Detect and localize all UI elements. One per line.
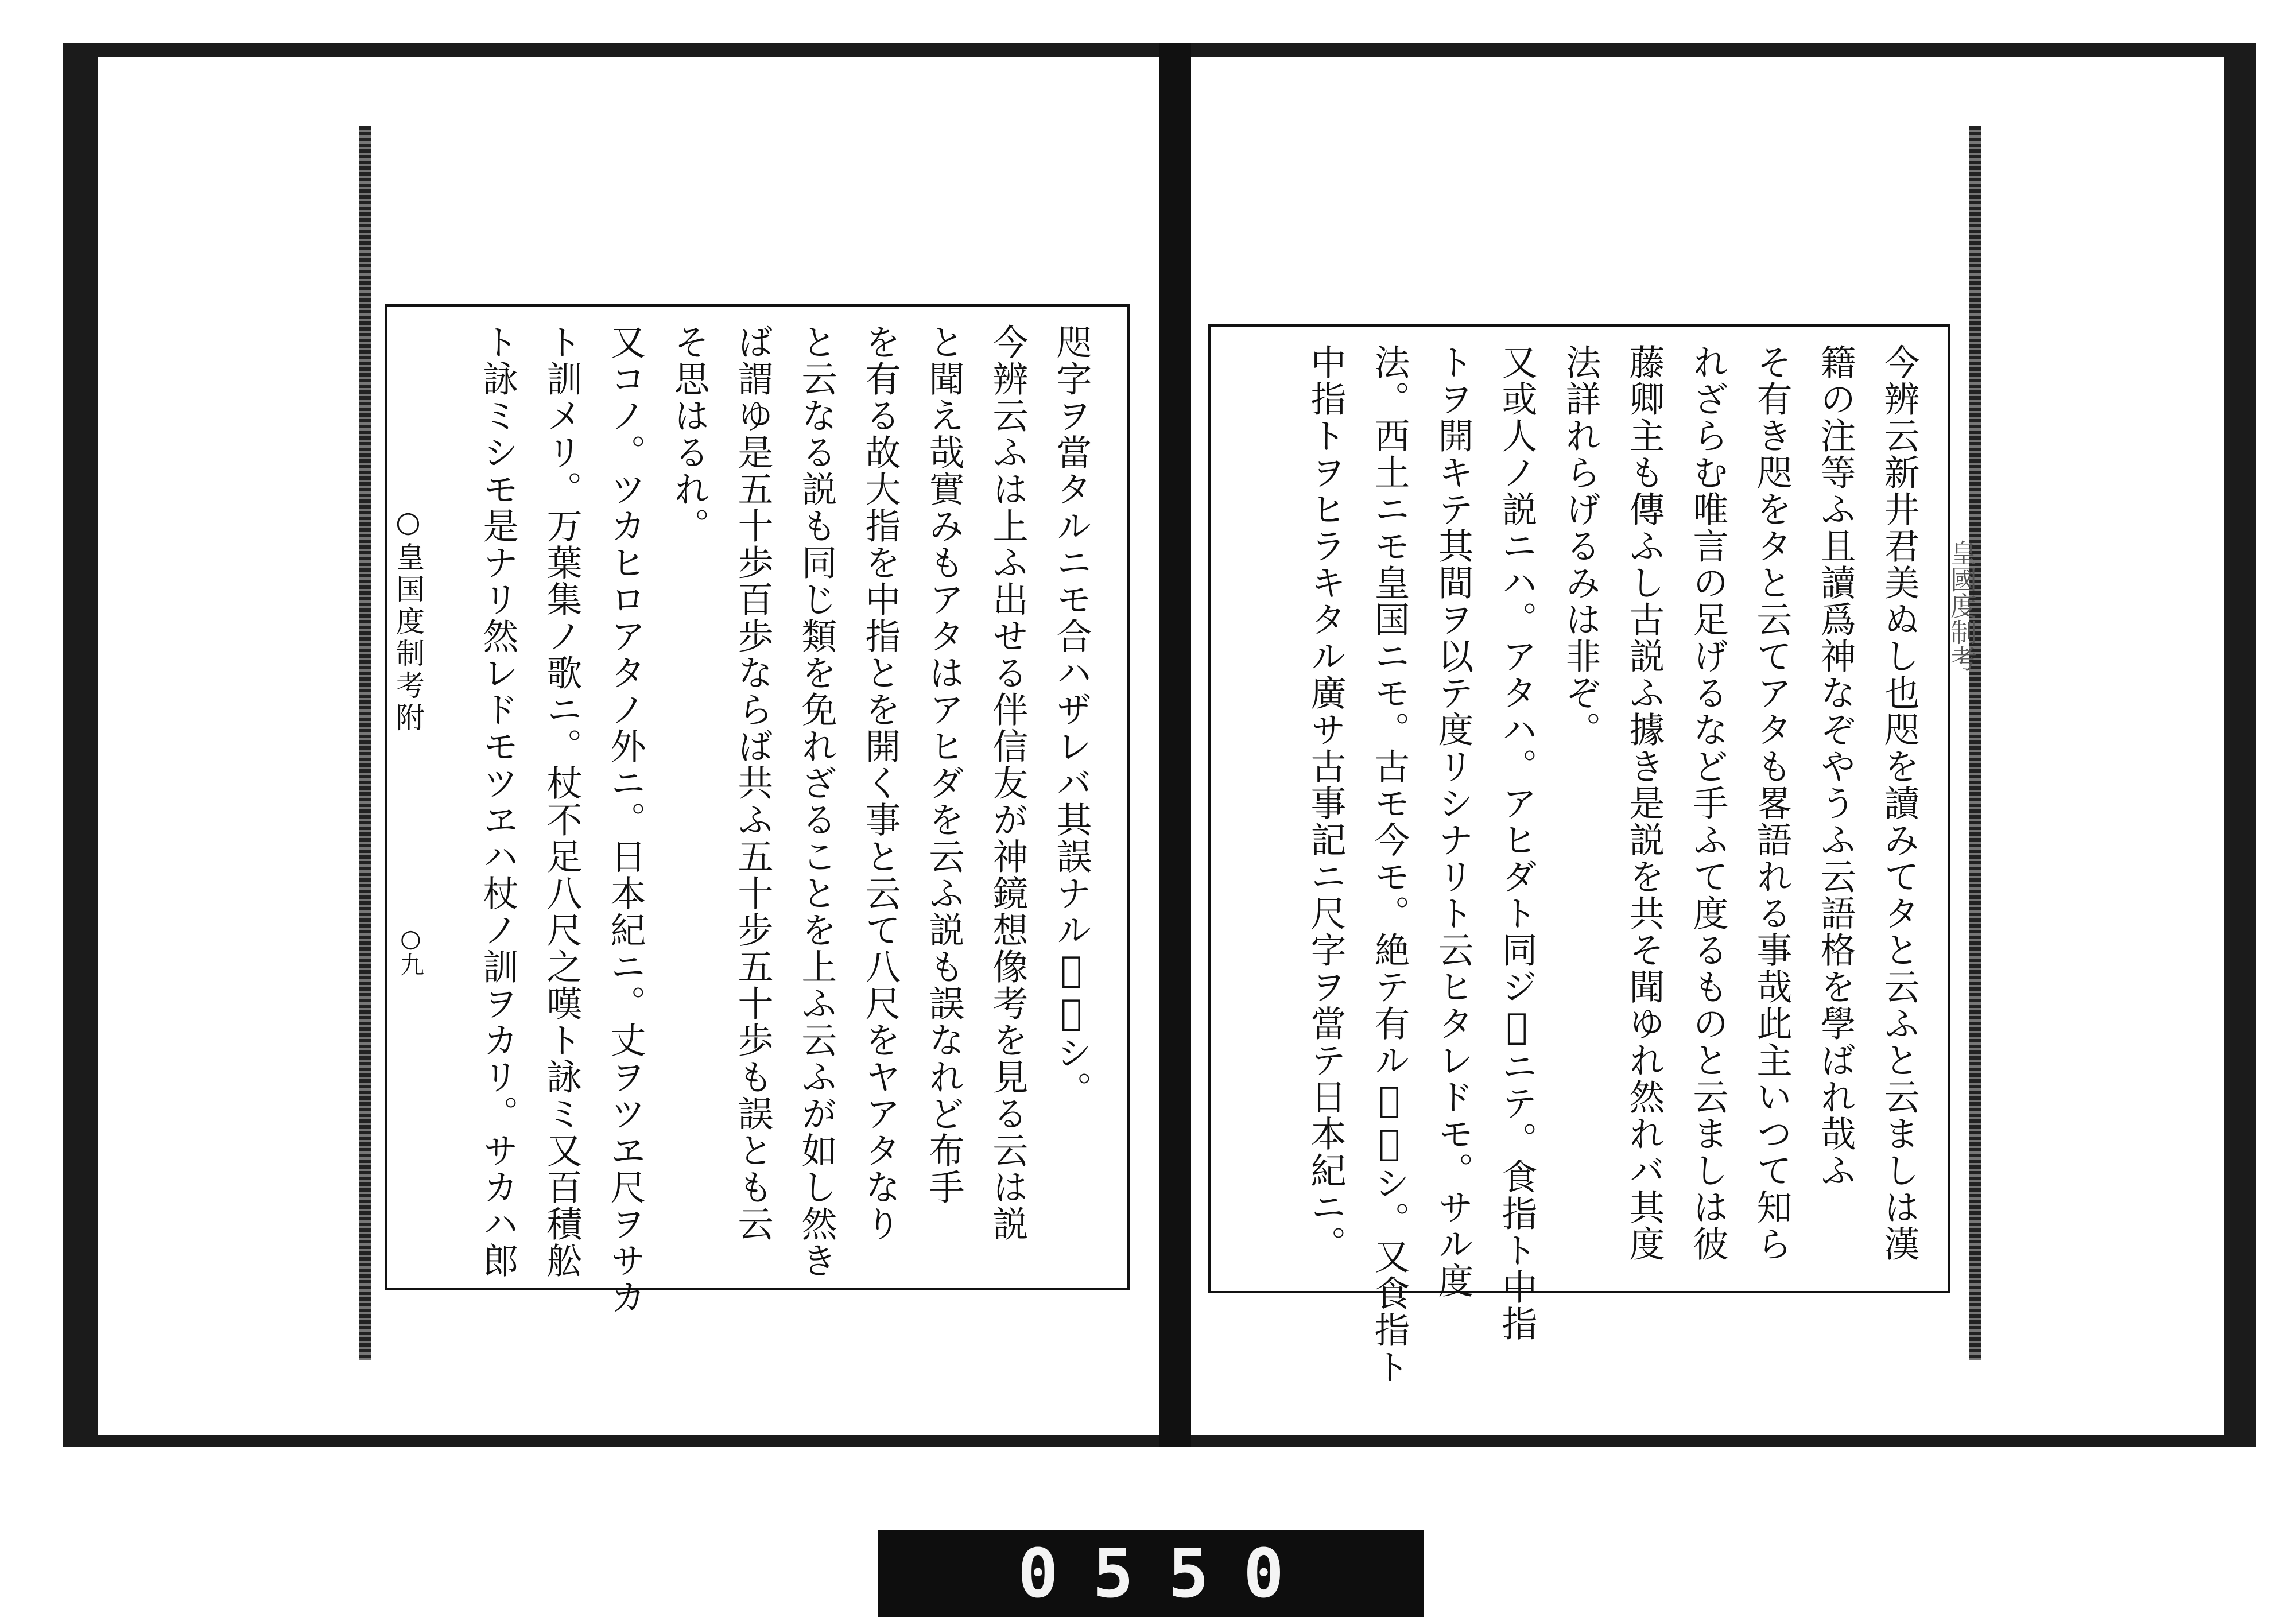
- frame-number: 0550: [1017, 1534, 1319, 1613]
- book-title-margin: ○皇国度制考附: [391, 505, 425, 735]
- running-head: 皇國度制考: [1946, 540, 1977, 672]
- left-page-edge: [359, 126, 371, 1360]
- left-text-columns: [404, 324, 1110, 1316]
- right-page-edge: [1969, 126, 1981, 1360]
- right-text-frame: [1208, 324, 1950, 1385]
- text-column: ト訓メリ。万葉集ノ歌ニ。杖不足八尺之嘆ト詠ミ又百積舩: [541, 324, 583, 1279]
- text-column: 法詳れらげるみは非ぞ。: [1560, 344, 1601, 748]
- text-column: と云なる説も同じ類を免れざることを上ふ云ふが如し然き: [796, 324, 837, 1279]
- text-column: れざらむ唯言の足げるなど手ふて度るものと云ましは彼: [1687, 344, 1729, 1262]
- frame-number-strip: [878, 1530, 1424, 1617]
- text-column: トヲ開キテ其間ヲ以テ度リシナリト云ヒタレドモ。サル度: [1432, 344, 1474, 1299]
- text-column: 今辨云新井君美ぬし也咫を讀みてタと云ふと云ましは漢: [1878, 344, 1920, 1262]
- text-column: 藤卿主も傳ふし古説ふ據き是説を共そ聞ゆれ然れバ其度: [1623, 344, 1665, 1262]
- book-gutter: [1159, 43, 1191, 1447]
- text-column: 籍の注等ふ且讀爲神なぞやうふ云語格を學ばれ哉ふ: [1814, 344, 1856, 1189]
- text-column: 中指トヲヒラキタル廣サ古事記ニ尺字ヲ當テ日本紀ニ。: [1305, 344, 1347, 1262]
- text-column: 今辨云ふは上ふ出せる伴信友が神鏡想像考を見る云は説: [987, 324, 1029, 1242]
- text-column: 咫字ヲ當タルニモ合ハザレバ其誤ナル𬼂著シ。: [1050, 324, 1092, 1108]
- text-column: 又コノ。ツカヒロアタノ外ニ。日本紀ニ。丈ヲツヱ尺ヲサカ: [604, 324, 646, 1316]
- left-text-frame: [385, 304, 1130, 1316]
- right-text-columns: [1228, 344, 1931, 1385]
- text-column: 又或人ノ説ニハ。アタハ。アヒダト同ジ𬼂ニテ。食指ト中指: [1496, 344, 1538, 1342]
- text-column: そ思はるれ。: [668, 324, 710, 544]
- text-column: と聞え哉實みもアタはアヒダを云ふ説も誤なれど布手: [923, 324, 965, 1205]
- text-column: そ有き咫をタと云てアタも畧語れる事哉此主いつて知ら: [1751, 344, 1793, 1262]
- text-column: ト詠ミシモ是ナリ然レドモツヱハ杖ノ訓ヲカリ。サカハ郎: [477, 324, 519, 1279]
- page-number: ○九: [397, 924, 425, 976]
- text-column: を有る故大指を中指とを開く事と云て八尺をヤアタなり: [859, 324, 901, 1242]
- text-column: 法。西土ニモ皇国ニモ。古モ今モ。絶テ有ル𬼂無シ。又食指ト: [1368, 344, 1410, 1385]
- text-column: ば謂ゆ是五十歩百歩ならば共ふ五十步五十歩も誤とも云: [732, 324, 774, 1242]
